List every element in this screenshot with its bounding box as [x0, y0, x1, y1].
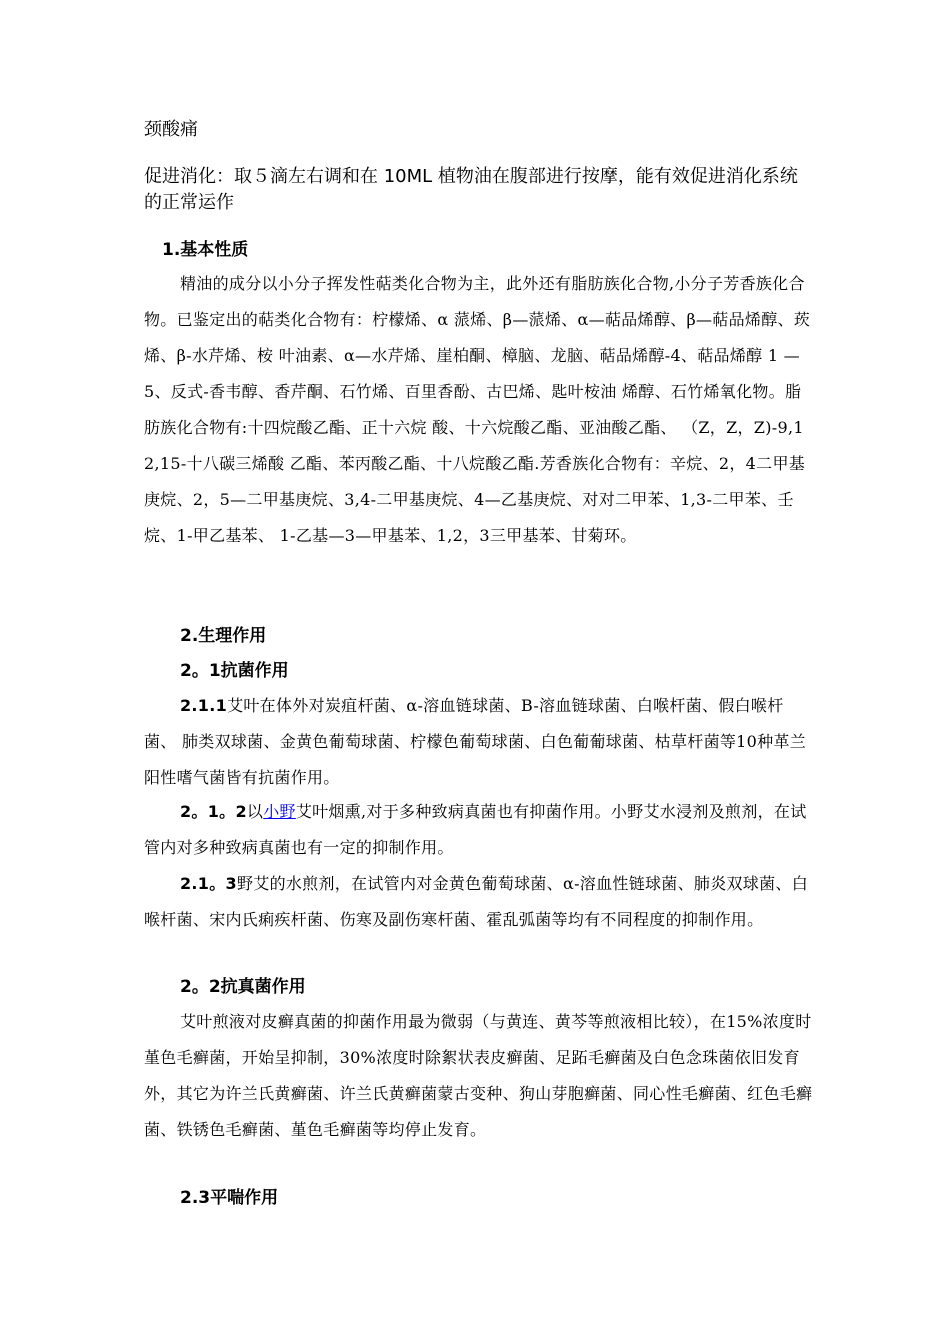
paragraph-antifungal: 艾叶煎液对皮癣真菌的抑菌作用最为微弱（与黄连、黄芩等煎液相比较），在15%浓度时堇色毛癣菌，开始呈抑制，30%浓度时除絮状表皮癣菌、足跖毛癣菌及白色念珠菌依旧发育外，其它为许兰氏黄癣菌、许兰氏黄癣菌蒙古变种、狗山芽胞癣菌、同心性毛癣菌、红色毛癣菌、铁锈色毛癣菌、堇色毛癣菌等均停止发育。: [144, 1012, 813, 1139]
xiaoye-link[interactable]: 小野: [263, 802, 296, 821]
paragraph-2-1-3: [144, 866, 814, 938]
heading-physiological-effects: 2.生理作用: [180, 626, 267, 646]
paragraph-digestion: 促进消化：取５滴左右调和在 10ML 植物油在腹部进行按摩，能有效促进消化系统的正常运作: [144, 166, 798, 213]
heading-antiasthmatic: 2.3平喘作用: [180, 1188, 279, 1208]
section-number: 2。1。2: [180, 802, 247, 821]
heading-basic-properties: 1.基本性质: [162, 240, 249, 260]
paragraph-text: 以: [246, 802, 264, 821]
section-number: 2.1。3: [180, 874, 237, 893]
heading-antibacterial: 2。1抗菌作用: [180, 661, 289, 681]
paragraph-basic-properties: 精油的成分以小分子挥发性萜类化合物为主，此外还有脂肪族化合物,小分子芳香族化合物。已鉴定出的萜类化合物有：柠檬烯、α 蒎烯、β—蒎烯、α—萜品烯醇、β—萜品烯醇、莰烯、β-水芹烯、桉 叶油素、α—水芹烯、崖柏酮、樟脑、龙脑、萜品烯醇-4、萜品烯醇 1 —5、反式-香韦醇、香芹酮、石竹烯、百里香酚、古巴烯、匙叶桉油 烯醇、石竹烯氧化物。脂肪族化合物有:十四烷酸乙酯、正十六烷 酸、十六烷酸乙酯、亚油酸乙酯、 （Z，Z，Z)-9,12,15-十八碳三烯酸 乙酯、苯丙酸乙酯、十八烷酸乙酯.芳香族化合物有：辛烷、2，4二甲基庚烷、2，5—二甲基庚烷、3,4-二甲基庚烷、4—乙基庚烷、对对二甲苯、1,3-二甲苯、壬烷、1-甲乙基苯、 1-乙基—3—甲基苯、1,2，3三甲基苯、甘菊环。: [144, 274, 811, 545]
paragraph-text: 野艾的水煎剂，在试管内对金黄色葡萄球菌、α-溶血性链球菌、肺炎双球菌、白喉杆菌、宋内氏痢疾杆菌、伤寒及副伤寒杆菌、霍乱弧菌等均有不同程度的抑制作用。: [144, 874, 808, 929]
paragraph-text: 艾叶烟熏,对于多种致病真菌也有抑菌作用。小野艾水浸剂及煎剂，在试管内对多种致病真菌也有一定的抑制作用。: [144, 802, 807, 857]
heading-antifungal: 2。2抗真菌作用: [180, 977, 306, 997]
paragraph-text: 艾叶在体外对炭疽杆菌、α-溶血链球菌、B-溶血链球菌、白喉杆菌、假白喉杆菌、 肺类双球菌、金黄色葡萄球菌、柠檬色葡萄球菌、白色葡葡球菌、枯草杆菌等10种革兰阳性嗜气菌皆有抗菌作用。: [144, 696, 807, 787]
paragraph-neck-pain: 颈酸痛: [144, 119, 198, 140]
paragraph-2-1-1: [144, 688, 814, 796]
section-number: 2.1.1: [180, 696, 228, 715]
paragraph-2-1-2: [144, 794, 814, 866]
